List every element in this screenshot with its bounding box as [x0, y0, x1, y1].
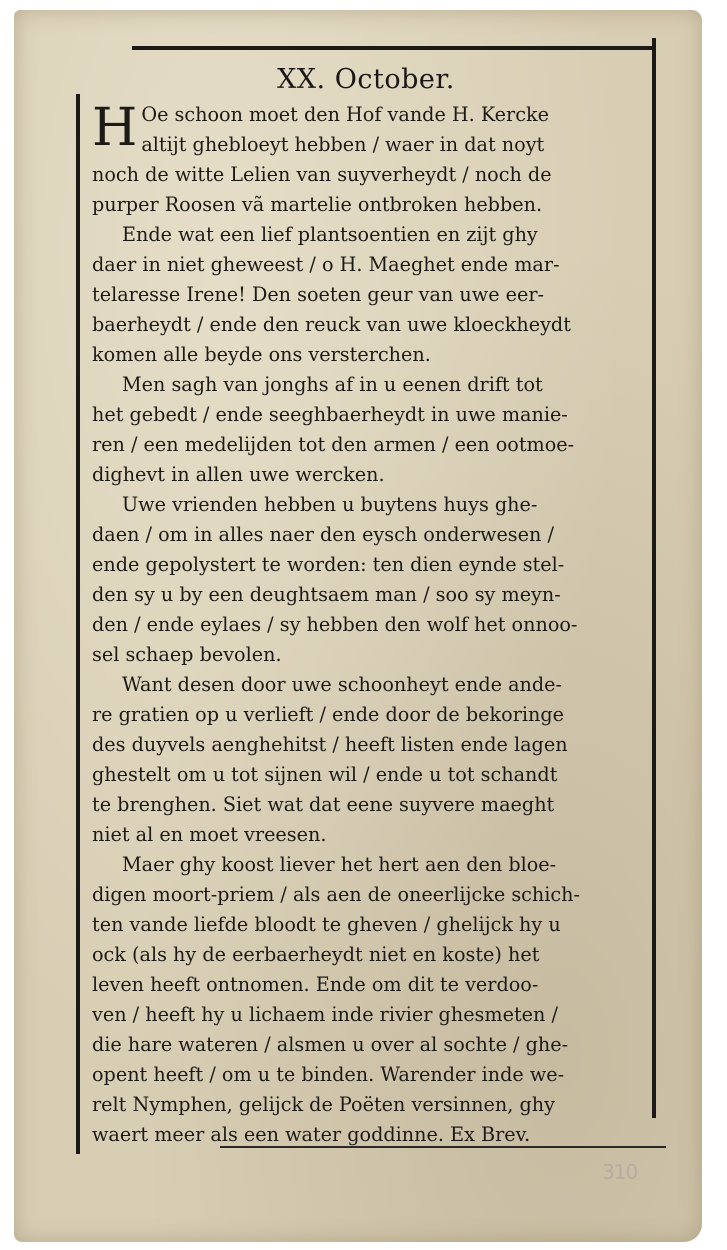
drop-cap: H [92, 98, 138, 158]
text-line: baerheydt / ende den reuck van uwe kloeckheydt [92, 313, 571, 336]
text-line: Uwe vrienden hebben u buytens huys ghe- [122, 493, 538, 516]
text-line: komen alle beyde ons versterchen. [92, 343, 431, 366]
text-line: dighevt in allen uwe wercken. [92, 463, 385, 486]
text-line: relt Nymphen, gelijck de Poëten versinnen, ghy [92, 1093, 555, 1116]
text-line: die hare wateren / alsmen u over al sochte / ghe- [92, 1033, 569, 1056]
text-line: noch de witte Lelien van suyverheydt / noch de [92, 163, 552, 186]
paper-sheet [14, 10, 702, 1242]
text-line: ven / heeft hy u lichaem inde rivier ghesmeten / [92, 1003, 558, 1026]
date-heading: XX. October. [277, 64, 455, 95]
top-rule [132, 46, 654, 50]
text-line: altijt ghebloeyt hebben / waer in dat noyt [141, 133, 545, 156]
text-line: leven heeft ontnomen. Ende om dit te verdoo- [92, 973, 539, 996]
text-line: ghestelt om u tot sijnen wil / ende u tot schandt [92, 763, 558, 786]
text-line: Men sagh van jonghs af in u eenen drift tot [122, 373, 543, 396]
text-line: Ende wat een lief plantsoentien en zijt ghy [122, 223, 538, 246]
text-line: sel schaep bevolen. [92, 643, 282, 666]
text-line: Oe schoon moet den Hof vande H. Kercke [141, 103, 549, 126]
body-text [92, 100, 648, 1150]
right-rule [652, 38, 656, 1118]
text-line: re gratien op u verlieft / ende door de bekoringe [92, 703, 565, 726]
text-line: het gebedt / ende seeghbaerheydt in uwe manie- [92, 403, 568, 426]
text-line: den sy u by een deughtsaem man / soo sy meyn- [92, 583, 561, 606]
text-line: des duyvels aenghehitst / heeft listen ende lagen [92, 733, 568, 756]
page-number: 310 [602, 1160, 638, 1184]
text-line: ock (als hy de eerbaerheydt niet en koste) het [92, 943, 540, 966]
text-line: daen / om in alles naer den eysch onderwesen / [92, 523, 554, 546]
text-line: waert meer als een water goddinne. Ex Brev. [92, 1123, 531, 1146]
text-line: Want desen door uwe schoonheyt ende ande- [122, 673, 562, 696]
text-line: Maer ghy koost liever het hert aen den bloe- [122, 853, 557, 876]
text-line: digen moort-priem / als aen de oneerlijcke schich- [92, 883, 581, 906]
text-line: ren / een medelijden tot den armen / een ootmoe- [92, 433, 575, 456]
text-line: te brenghen. Siet wat dat eene suyvere maeght [92, 793, 555, 816]
left-rule [76, 94, 80, 1154]
text-line: niet al en moet vreesen. [92, 823, 327, 846]
text-line: den / ende eylaes / sy hebben den wolf het onnoo- [92, 613, 578, 636]
text-line: ten vande liefde bloodt te gheven / ghelijck hy u [92, 913, 561, 936]
text-line: ende gepolystert te worden: ten dien eynde stel- [92, 553, 565, 576]
text-line: opent heeft / om u te binden. Warender inde we- [92, 1063, 565, 1086]
text-line: purper Roosen vã martelie ontbroken hebben. [92, 193, 543, 216]
text-line: daer in niet gheweest / o H. Maeghet ende mar- [92, 253, 560, 276]
text-line: telaresse Irene! Den soeten geur van uwe eer- [92, 283, 545, 306]
